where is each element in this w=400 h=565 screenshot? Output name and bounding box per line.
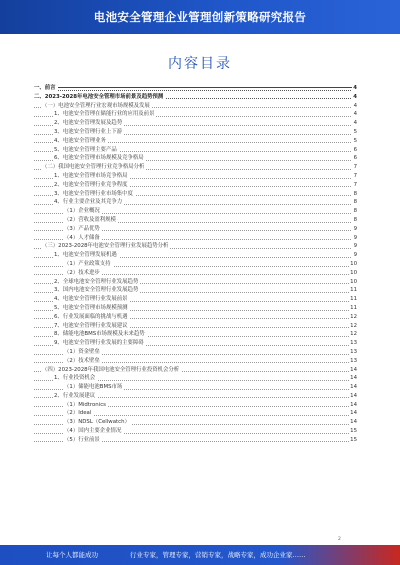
toc-entry-page: 6 [353,155,357,162]
toc-entry[interactable] [34,357,357,366]
toc-entry-page: 5 [353,137,357,144]
toc-entry[interactable] [34,172,357,181]
toc-entry-page: 4 [353,102,357,109]
toc-entry-label: 6、电池安全管理市场规模及竞争格局 [54,155,144,162]
toc-entry[interactable] [34,110,357,119]
toc-entry[interactable] [34,163,357,172]
toc-entry-label: 5、电池安全管理市场规模预测 [54,304,128,311]
toc-entry-label: 2、全球电池安全管理行业发展趋势 [54,278,139,285]
toc-entry-label: 3、电池安全管理行业市场集中度 [54,190,133,197]
toc-entry-label: （2）营收及盈利规模 [64,216,116,223]
toc-entry-label: 4、电池安全管理行业发展前景 [54,296,128,303]
toc-entry-page: 10 [350,260,357,267]
toc-entry-page: 13 [350,348,357,355]
toc-entry-page: 7 [353,172,357,179]
toc-entry-page: 14 [350,366,357,373]
toc-entry-page: 8 [353,208,357,215]
toc-entry-label: （4）国内主要企业情况 [64,428,122,435]
toc-entry[interactable] [34,418,357,427]
toc-entry-label: 6、行业发展面临的挑战与机遇 [54,313,128,320]
toc-entry[interactable] [34,392,357,401]
toc-entry[interactable] [34,436,357,445]
toc-entry[interactable] [34,366,357,375]
toc-entry-label: （5）行业前景 [64,436,100,443]
toc-entry[interactable] [34,286,357,295]
toc-entry[interactable] [34,216,357,225]
toc-entry[interactable] [34,330,357,339]
toc-entry[interactable] [34,225,357,234]
toc-entry-label: （3）NDSL（Cellwatch） [64,419,130,426]
footer-slogan: 让每个人都能成功 [46,551,98,559]
toc-entry-page: 15 [350,428,357,435]
toc-entry[interactable] [34,348,357,357]
toc-entry-label: 2、电池安全管理行业竞争程度 [54,181,128,188]
toc-entry[interactable] [34,260,357,269]
toc-entry[interactable] [34,278,357,287]
toc-entry-page: 5 [353,128,357,135]
toc-entry-label: 二、2023-2028年电池安全管理市场前景及趋势预测 [34,93,164,100]
toc-entry-label: （2）Ideal [64,410,92,417]
toc-entry[interactable] [34,242,357,251]
toc-entry-label: （2）技术壁垒 [64,357,100,364]
toc-entry[interactable] [34,251,357,260]
toc-entry-page: 14 [350,401,357,408]
toc-entry[interactable] [34,137,357,146]
report-title: 电池安全管理企业管理创新策略研究报告 [93,10,307,24]
toc-entry-page: 12 [350,322,357,329]
toc-entry[interactable] [34,269,357,278]
toc-entry-label: （二）我国电池安全管理行业竞争格局分析 [42,164,145,171]
toc-entry-label: （三）2023-2028年电池安全管理行业发展趋势分析 [42,243,169,250]
toc-entry[interactable] [34,313,357,322]
toc-entry-page: 14 [350,419,357,426]
toc-entry-page: 12 [350,331,357,338]
toc-entry-page: 10 [350,278,357,285]
toc-entry-page: 8 [353,190,357,197]
toc-entry-page: 14 [350,392,357,399]
footer-expert-list: 行业专家，管理专家，营销专家，战略专家，成功企业家…… [130,551,306,559]
toc-entry-page: 9 [353,234,357,241]
toc-entry[interactable] [34,181,357,190]
table-of-contents [34,84,357,445]
toc-entry-label: 1、电池安全管理发展机遇 [54,252,117,259]
toc-entry[interactable] [34,84,357,93]
toc-entry-page: 13 [350,340,357,347]
toc-entry[interactable] [34,409,357,418]
toc-entry[interactable] [34,207,357,216]
toc-entry-label: 8、储能电池BMS市场规模及未来趋势 [54,331,145,338]
toc-entry[interactable] [34,339,357,348]
toc-entry-label: 2、行业发展建议 [54,392,96,399]
toc-entry-label: （1）Midtronics [64,401,106,408]
toc-entry-page: 14 [350,410,357,417]
toc-entry-label: 3、国内电池安全管理行业发展趋势 [54,287,139,294]
toc-entry[interactable] [34,401,357,410]
toc-entry-label: （4）人才储备 [64,234,100,241]
toc-entry-label: 7、电池安全管理行业发展建议 [54,322,128,329]
toc-entry-page: 4 [353,85,357,91]
toc-entry-label: 5、电池安全管理主要产品 [54,146,117,153]
toc-entry-page: 7 [353,181,357,188]
toc-entry-page: 10 [350,269,357,276]
toc-entry-page: 9 [353,225,357,232]
toc-entry[interactable] [34,146,357,155]
toc-entry[interactable] [34,190,357,199]
toc-entry-page: 14 [350,384,357,391]
toc-entry[interactable] [34,295,357,304]
toc-entry[interactable] [34,374,357,383]
toc-entry-label: （四）2023-2028年我国电池安全管理行业投资机会分析 [42,366,180,373]
toc-entry-page: 11 [350,304,357,311]
toc-entry-page: 4 [353,93,357,100]
toc-entry-page: 4 [353,120,357,127]
toc-entry-label: 2、电池安全管理发展及趋势 [54,120,123,127]
toc-entry-label: （1）企业概况 [64,208,100,215]
toc-entry-page: 12 [350,313,357,320]
toc-entry-label: （1）储能电池BMS市场 [64,384,123,391]
toc-entry-label: 一、前言 [34,85,56,91]
toc-entry-page: 7 [353,164,357,171]
toc-entry-label: 1、行业投资机会 [54,375,96,382]
toc-entry-label: （一）电池安全管理行业宏观市场规模及发展 [42,102,150,109]
toc-entry-label: 1、电池安全管理在储能行业的应用及前景 [54,111,155,118]
toc-entry-page: 11 [350,287,357,294]
toc-entry-page: 13 [350,357,357,364]
toc-entry-page: 4 [353,111,357,118]
toc-entry-label: 9、电池安全管理行业发展的主要障碍 [54,340,144,347]
toc-entry[interactable] [34,102,357,111]
toc-entry[interactable] [34,234,357,243]
toc-entry[interactable] [34,304,357,313]
toc-entry-label: 1、电池安全管理市场竞争格局 [54,172,128,179]
toc-entry-page: 8 [353,216,357,223]
toc-entry[interactable] [34,383,357,392]
toc-entry[interactable] [34,128,357,137]
header-bar [0,0,400,34]
toc-entry-page: 6 [353,146,357,153]
page-number: 2 [338,537,341,542]
toc-entry[interactable] [34,427,357,436]
toc-entry-label: （2）技术进步 [64,269,100,276]
toc-entry-page: 9 [353,243,357,250]
toc-entry[interactable] [34,119,357,128]
toc-leader-dots [34,90,351,91]
toc-entry[interactable] [34,322,357,331]
toc-entry-page: 14 [350,375,357,382]
toc-entry-label: （1）资金壁垒 [64,348,100,355]
toc-heading: 内容目录 [168,56,232,72]
toc-entry[interactable] [34,198,357,207]
toc-entry-label: （3）产品优势 [64,225,100,232]
toc-entry-label: 4、行业主要企业及其竞争力 [54,199,123,206]
toc-entry-label: 4、电池安全管理业务 [54,137,106,144]
toc-entry-page: 9 [353,252,357,259]
toc-entry-page: 15 [350,436,357,443]
toc-entry-page: 8 [353,199,357,206]
toc-entry-label: （1）产业政策支持 [64,260,111,267]
toc-entry-page: 11 [350,296,357,303]
toc-entry[interactable] [34,93,357,102]
toc-entry[interactable] [34,154,357,163]
toc-entry-label: 3、电池安全管理行业上下游 [54,128,123,135]
footer-bar [0,545,400,565]
